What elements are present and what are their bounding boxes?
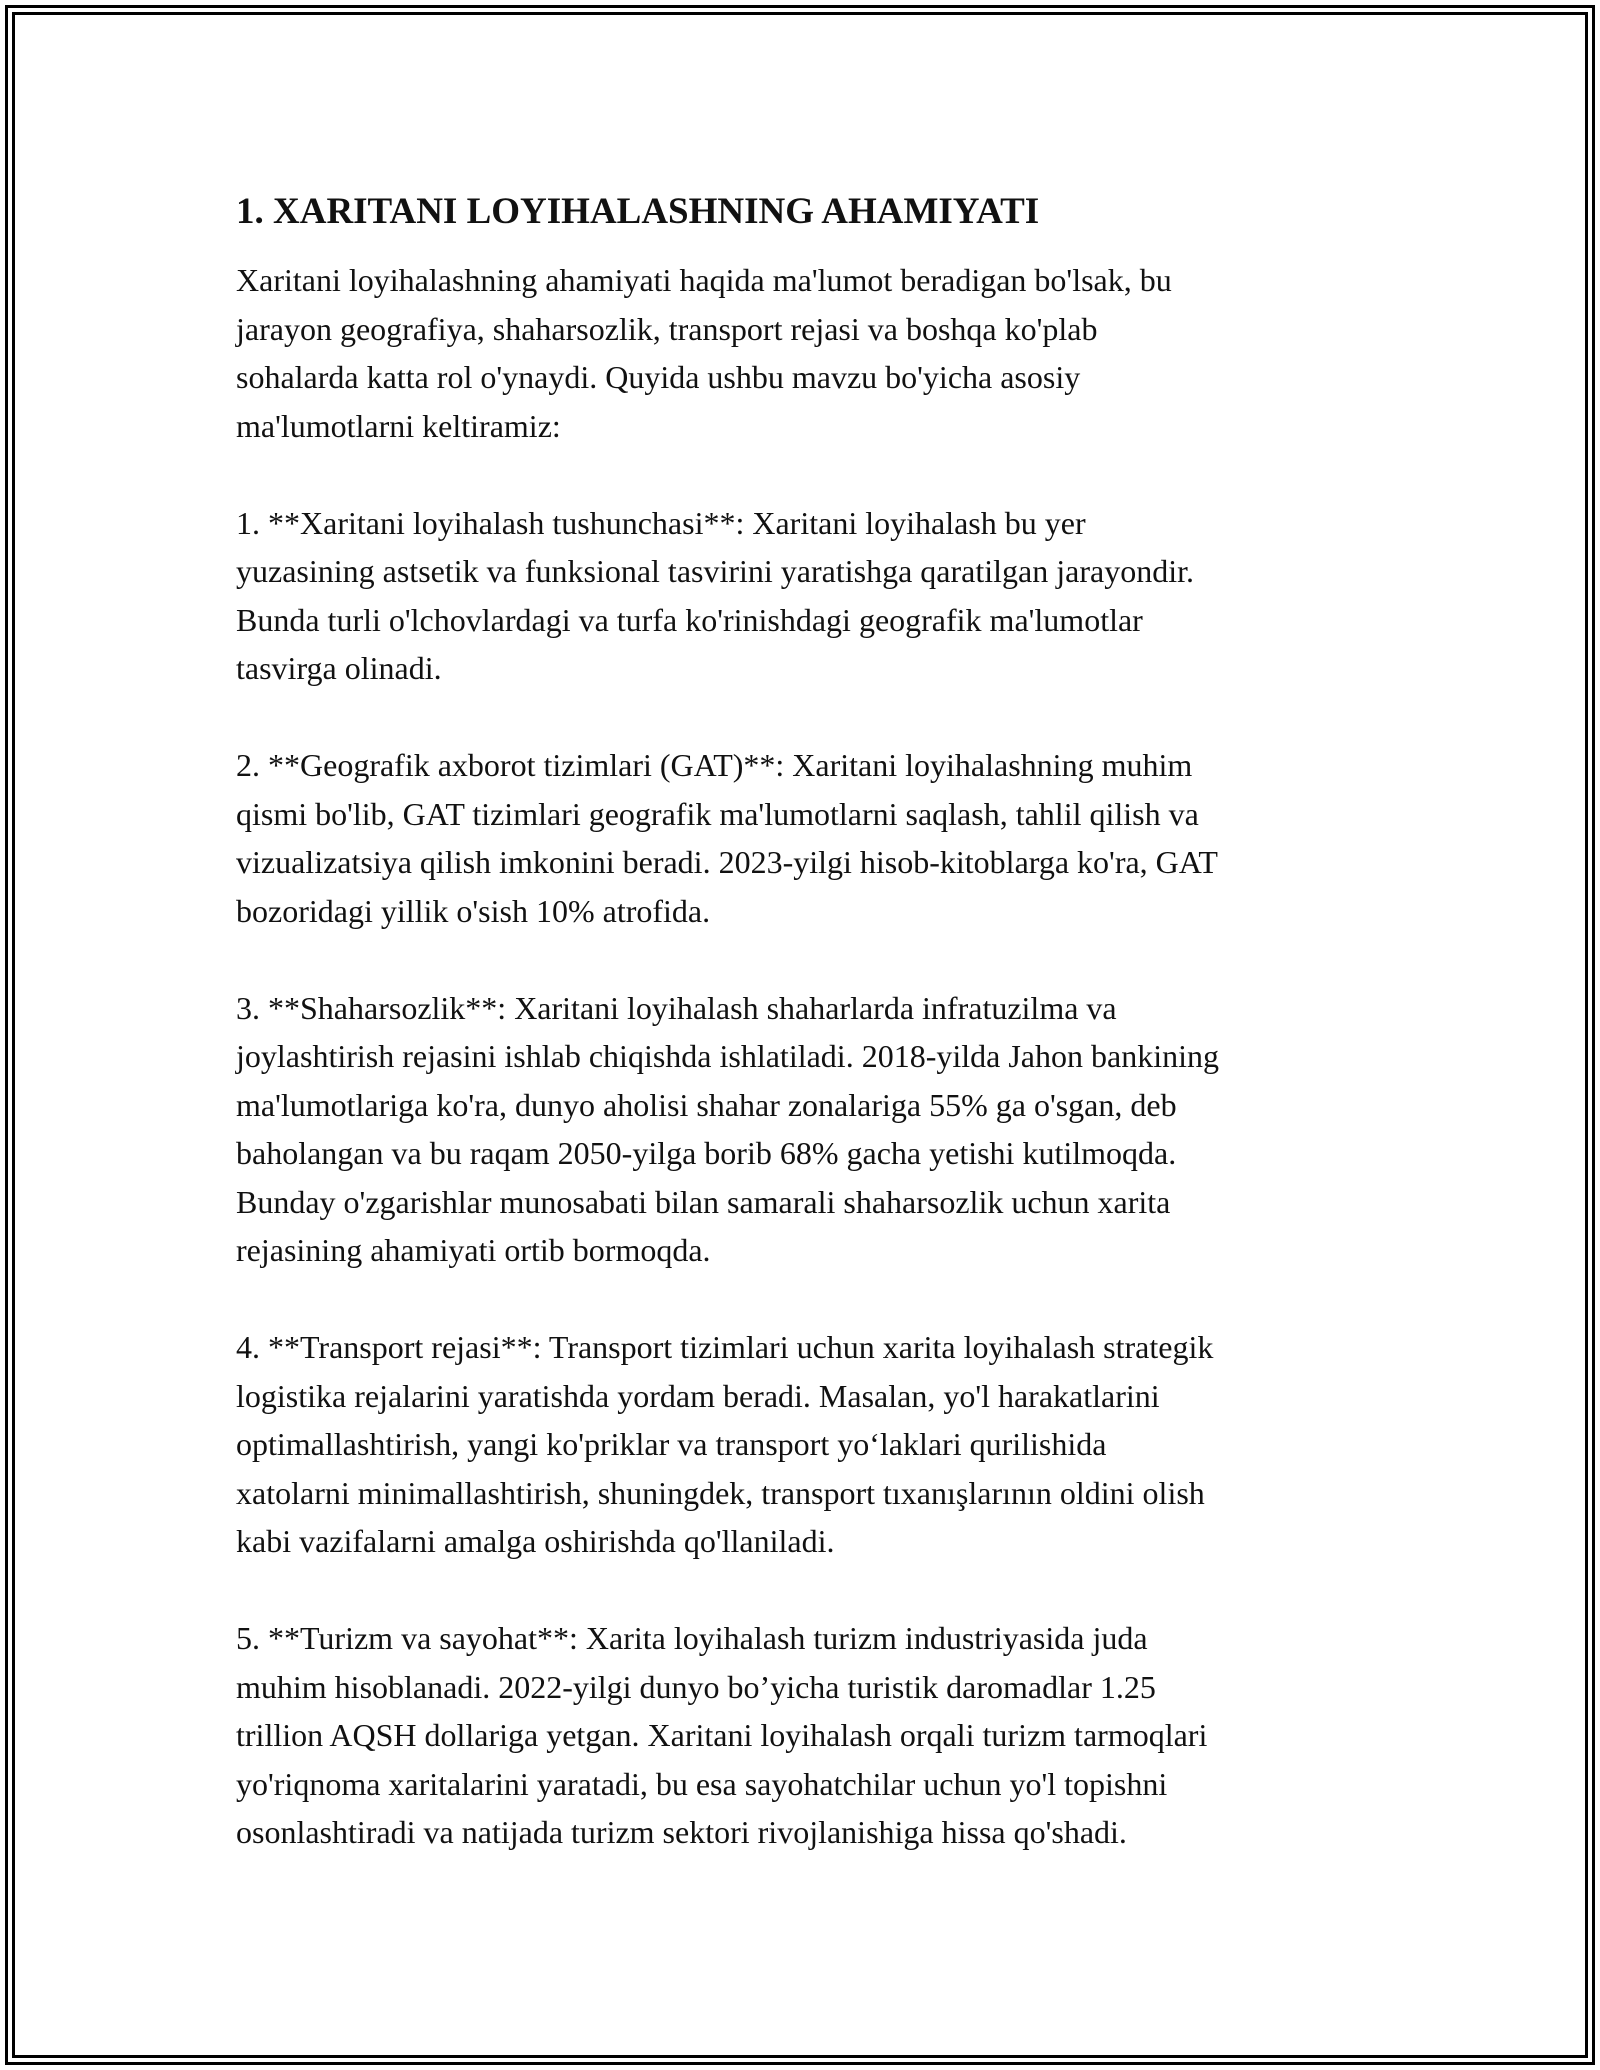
section-2-paragraph: 2. **Geografik axborot tizimlari (GAT)**: Xaritani loyihalashning muhim qismi bo'lib, GAT tizimlari geografik ma'lumotlarni saqlash, tahlil qilish va vizualizatsiya qilish imkonini beradi. 2023-yilgi hisob-kitoblarga ko'ra, GAT bozoridagi yillik o'sish 10% atrofida. [236,747,1218,929]
intro-paragraph: Xaritani loyihalashning ahamiyati haqida ma'lumot beradigan bo'lsak, bu jarayon geografiya, shaharsozlik, transport rejasi va boshqa ko'plab sohalarda katta rol o'ynaydi. Quyida ushbu mavzu bo'yicha asosiy ma'lumotlarni keltiramiz: [236,262,1172,444]
document-title: 1. XARITANI LOYIHALASHNING AHAMIYATI [236,191,1040,232]
document-body [236,188,1386,1857]
section-5-paragraph: 5. **Turizm va sayohat**: Xarita loyihalash turizm industriyasida juda muhim hisoblanadi. 2022-yilgi dunyo bo’yicha turistik daromadlar 1.25 trillion AQSH dollariga yetgan. Xaritani loyihalash orqali turizm tarmoqlari yo'riqnoma xaritalarini yaratadi, bu esa sayohatchilar uchun yo'l topishni osonlashtiradi va natijada turizm sektori rivojlanishiga hissa qo'shadi. [236,1620,1208,1850]
section-1-paragraph: 1. **Xaritani loyihalash tushunchasi**: Xaritani loyihalash bu yer yuzasining astsetik va funksional tasvirini yaratishga qaratilgan jarayondir. Bunda turli o'lchovlardagi va turfa ko'rinishdagi geografik ma'lumotlar tasvirga olinadi. [236,504,1194,686]
section-4-paragraph: 4. **Transport rejasi**: Transport tizimlari uchun xarita loyihalash strategik logistika rejalarini yaratishda yordam beradi. Masalan, yo'l harakatlarini optimallashtirish, yangi ko'priklar va transport yo‘laklari qurilishida xatolarni minimallashtirish, shuningdek, transport tıxanışlarının oldini olish kabi vazifalarni amalga oshirishda qo'llaniladi. [236,1329,1214,1559]
section-3-paragraph: 3. **Shaharsozlik**: Xaritani loyihalash shaharlarda infratuzilma va joylashtirish rejasini ishlab chiqishda ishlatiladi. 2018-yilda Jahon bankining ma'lumotlariga ko'ra, dunyo aholisi shahar zonalariga 55% ga o'sgan, deb baholangan va bu raqam 2050-yilga borib 68% gacha yetishi kutilmoqda. Bunday o'zgarishlar munosabati bilan samarali shaharsozlik uchun xarita rejasining ahamiyati ortib bormoqda. [236,989,1219,1268]
